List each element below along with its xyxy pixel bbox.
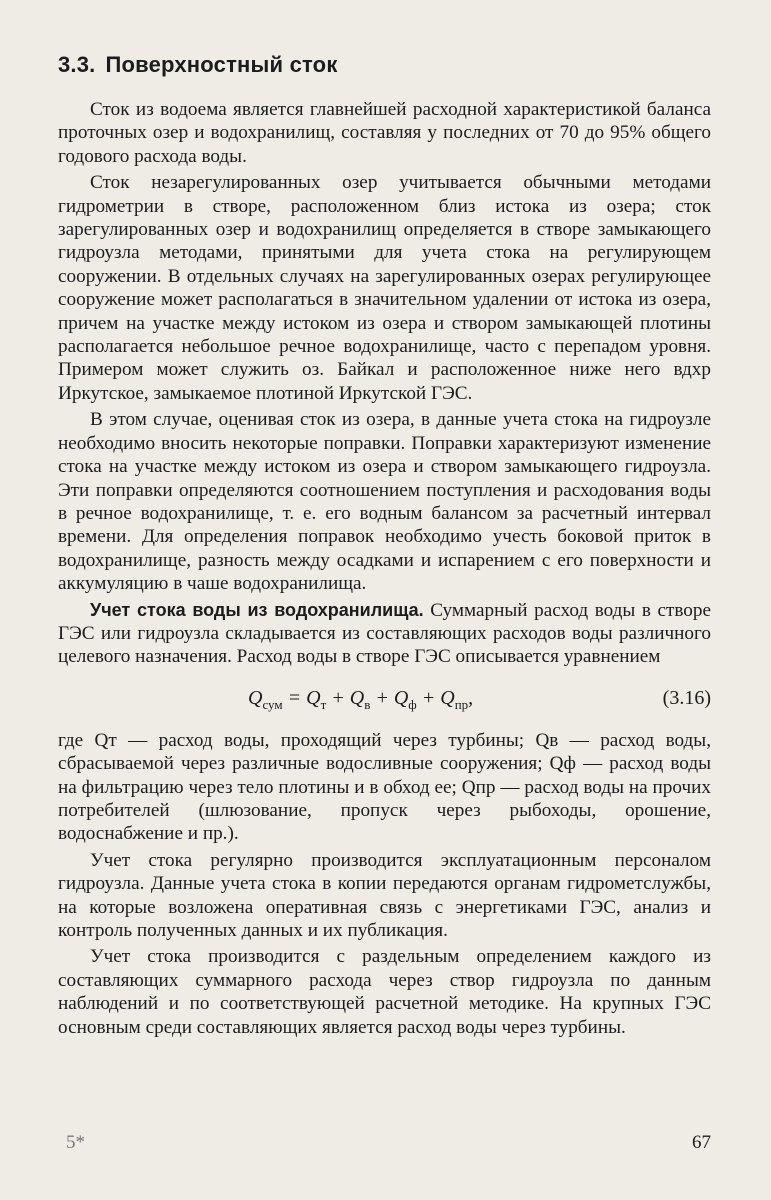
section-title: Поверхностный сток — [105, 52, 338, 77]
eq-term-4-sub: пр — [454, 696, 469, 712]
eq-term-1: Q — [306, 686, 321, 709]
paragraph-1: Сток из водоема является главнейшей расходной характеристикой баланса проточных озер и водохранилищ, составляя у последних от 70 до 95% общего годового расхода воды. — [58, 99, 711, 167]
equation-number: (3.16) — [662, 686, 711, 709]
paragraph-5: где Qт — расход воды, проходящий через турбины; Qв — расход воды, сбрасываемой через различные водосливные сооружения; Qф — расход воды на фильтрацию через тело плотины и в обход ее; Qпр — расход воды на прочих потребителей (шлюзование, пропуск через рыбоходы, орошение, водоснабжение и пр.). — [58, 729, 711, 845]
eq-lhs-sub: сум — [262, 696, 283, 712]
eq-plus-3: + — [416, 686, 441, 709]
paragraph-4-text: Суммарный расход воды в створе ГЭС или гидроузла складывается из составляющих расходов воды различного целевого назначения. Расход воды в створе ГЭС описывается уравнением — [58, 599, 712, 668]
eq-term-1-sub: т — [320, 696, 327, 712]
eq-lhs: Q — [248, 686, 263, 709]
eq-term-4: Q — [440, 686, 455, 709]
equation-3-16 — [58, 679, 711, 719]
paragraph-2: Сток незарегулированных озер учитывается обычными методами гидрометрии в створе, расположенном близ истока из озера; сток зарегулированных озер и водохранилищ определяется в створе замыкающего гидроузла методами, принятыми для учета стока на регулирующем сооружении. В отдельных случаях на зарегулированных озерах регулирующее сооружение может располагаться в значительном удалении от истока из озера, причем на участке между истоком из озера и створом замыкающей плотины располагается небольшое речное водохранилище, часто с перепадом уровня. Примером может служить оз. Байкал и расположенное ниже него вдхр Иркутское, замыкаемое плотиной Иркутской ГЭС. — [58, 172, 711, 404]
section-heading — [58, 52, 711, 78]
eq-term-3: Q — [393, 686, 409, 709]
paragraph-3: В этом случае, оценивая сток из озера, в данные учета стока на гидроузле необходимо вносить некоторые поправки. Поправки характеризуют изменение стока на участке между истоком из озера и створом замыкающего гидроузла. Эти поправки определяются соотношением поступления и расходования воды в речное водохранилище, т. е. его водным балансом за расчетный интервал времени. Для определения поправок необходимо учесть боковой приток в водохранилище, разность между осадками и испарением с его поверхности и аккумуляцию в чаше водохранилища. — [58, 409, 711, 595]
eq-plus-2: + — [370, 686, 394, 709]
eq-comma: , — [468, 686, 474, 709]
eq-plus-1: + — [326, 686, 350, 709]
eq-term-2-sub: в — [364, 696, 371, 712]
paragraph-6: Учет стока регулярно производится эксплуатационным персоналом гидроузла. Данные учета стока в копии передаются органам гидрометслужбы, на которые возложена оперативная связь с энергетиками ГЭС, анализ и контроль полученных данных и их публикация. — [58, 849, 711, 941]
equation-formula — [248, 687, 473, 713]
paragraph-7: Учет стока производится с раздельным определением каждого из составляющих суммарного расхода через створ гидроузла по данным наблюдений и по соответствующей расчетной методике. На крупных ГЭС основным среди составляющих является расход воды через турбины. — [58, 946, 711, 1038]
paragraph-4 — [58, 599, 711, 669]
page-number: 67 — [692, 1132, 711, 1153]
subsection-lead: Учет стока воды из водохранилища. — [90, 599, 424, 620]
eq-term-3-sub: ф — [408, 696, 417, 712]
eq-equals: = — [282, 686, 307, 709]
eq-term-2: Q — [349, 686, 365, 709]
signature-mark: 5* — [66, 1132, 85, 1153]
section-number: 3.3. — [58, 52, 96, 77]
